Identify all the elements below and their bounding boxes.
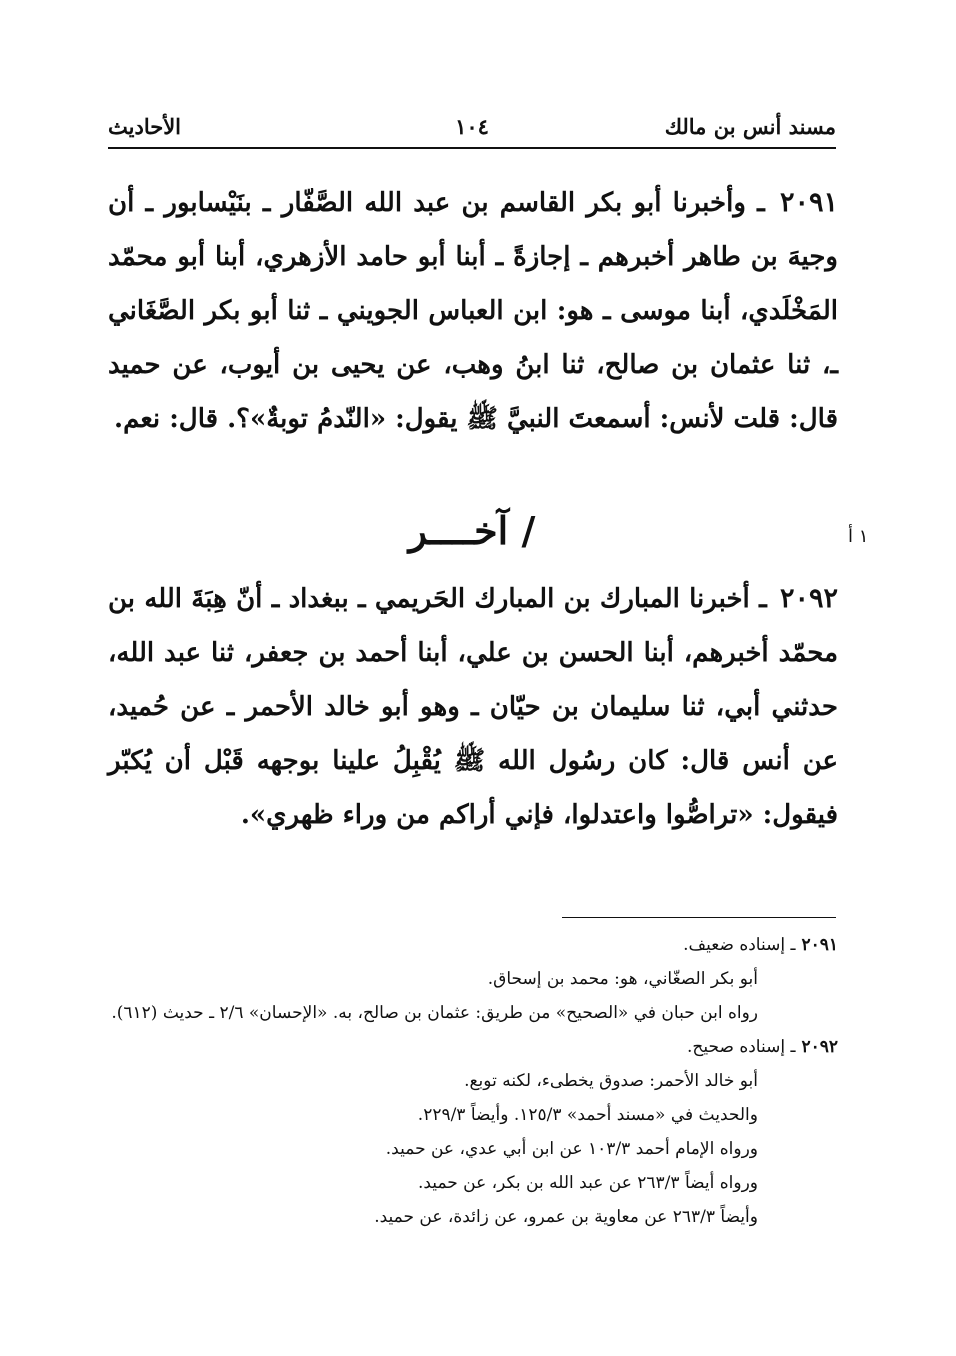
page-number: ١٠٤ bbox=[455, 114, 489, 139]
footnote-number: ٢٠٩٢ bbox=[801, 1037, 838, 1057]
footnote-2091-grade: ٢٠٩١ـ إسناده ضعيف. bbox=[683, 935, 838, 955]
section-title: / آخــــر bbox=[408, 508, 536, 553]
hadith-2091 bbox=[108, 176, 838, 446]
header-rule bbox=[108, 147, 836, 149]
section-name: الأحاديث bbox=[108, 114, 182, 139]
footnote-2091-line: رواه ابن حبان في «الصحيح» من طريق: عثمان بن صالح، به. «الإحسان» ٢/٦ ـ حديث (٦١٢). bbox=[111, 1003, 758, 1023]
manuscript-folio-note: ١ أ bbox=[848, 526, 869, 547]
footnote-2092-line: وأيضاً ٢٦٣/٣ عن معاوية بن عمرو، عن زائدة، عن حميد. bbox=[374, 1207, 758, 1227]
footnote-2092-grade: ٢٠٩٢ـ إسناده صحيح. bbox=[687, 1037, 838, 1057]
hadith-text: ـ أخبرنا المبارك بن المبارك الحَريمي ـ ببغداد ـ أنّ هِبَةَ الله بن محمّد أخبرهم، أبنا الحسن بن علي، أبنا أحمد بن جعفر، ثنا عبد الله، حدثني أبي، ثنا سليمان بن حيّان ـ وهو أبو خالد الأحمر ـ عن حُميد، عن أنس قال: كان رسُول الله ﷺ يُقْبِلُ علينا بوجهه قَبْل أن يُكبّر فيقول: «تراصُّوا واعتدلوا، فإني أراكم من وراء ظهري». bbox=[108, 584, 838, 830]
footnote-rule bbox=[562, 917, 836, 918]
footnote-2092-line: أبو خالد الأحمر: صدوق يخطىء، لكنه توبع. bbox=[464, 1071, 758, 1091]
hadith-number: ٢٠٩١ bbox=[779, 187, 838, 218]
footnote-2092-line: ورواه الإمام أحمد ١٠٣/٣ عن ابن أبي عدي، عن حميد. bbox=[385, 1139, 758, 1159]
footnotes bbox=[108, 928, 838, 1234]
footnote-number: ٢٠٩١ bbox=[801, 935, 838, 955]
running-header bbox=[108, 112, 836, 144]
hadith-number: ٢٠٩٢ bbox=[779, 583, 838, 614]
footnote-2091-line: أبو بكر الصغّاني، هو: محمد بن إسحاق. bbox=[487, 969, 758, 989]
hadith-2092 bbox=[108, 572, 838, 842]
footnote-2092-line: ورواه أيضاً ٢٦٣/٣ عن عبد الله بن بكر، عن حميد. bbox=[417, 1173, 758, 1193]
footnote-2092-line: والحديث في «مسند أحمد» ١٢٥/٣. وأيضاً ٢٢٩/٣. bbox=[417, 1105, 758, 1125]
book-title: مسند أنس بن مالك bbox=[664, 114, 836, 139]
hadith-text: ـ وأخبرنا أبو بكر القاسم بن عبد الله الصَّفّار ـ بنَيْسابور ـ أن وجيهَ بن طاهر أخبرهم ـ إجازةً ـ أبنا أبو حامد الأزهري، أبنا أبو محمّد المَخْلَدي، أبنا موسى ـ هو: ابن العباس الجويني ـ ثنا أبو بكر الصَّغَاني ـ، ثنا عثمان بن صالح، ثنا ابنُ وهب، عن يحيى بن أيوب، عن حميد قال: قلت لأنس: أسمعتَ النبيَّ ﷺ يقول: «النّدمُ توبةٌ»؟. قال: نعم. bbox=[108, 188, 838, 434]
